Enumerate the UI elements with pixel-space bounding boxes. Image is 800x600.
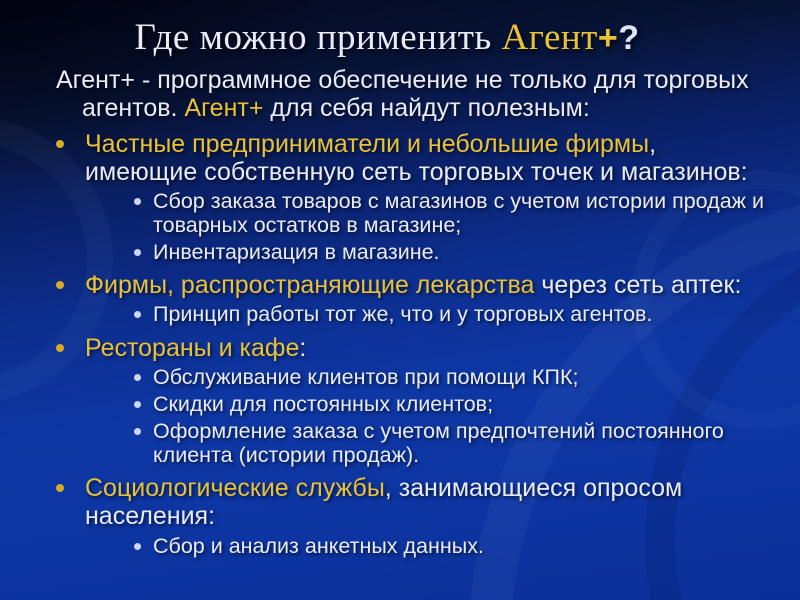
sub-bullet-item: [0, 534, 774, 558]
bullet-text: [85, 130, 774, 187]
bullet-dot-icon: [134, 401, 141, 408]
sub-bullet-item: [0, 302, 774, 326]
bullet-dot-icon: [56, 281, 64, 289]
bullet-text: [153, 419, 774, 467]
bullet-list: [0, 130, 774, 558]
bullet-text: [153, 392, 774, 416]
sub-bullet-item: [0, 419, 774, 467]
bullet-item: [0, 334, 774, 362]
slide-content: [0, 16, 800, 558]
text-segment: , занимающиеся опросом населения:: [85, 474, 683, 531]
intro-paragraph: [0, 66, 774, 123]
text-segment: Где можно применить: [134, 17, 502, 58]
text-segment: через сеть аптек:: [534, 271, 742, 300]
bullet-item: [0, 474, 774, 531]
text-segment: Рестораны и кафе: [85, 333, 300, 362]
sub-bullet-item: [0, 189, 774, 237]
text-segment: +: [597, 19, 619, 57]
bullet-text: [85, 334, 774, 362]
bullet-dot-icon: [134, 428, 141, 435]
text-segment: Оформление заказа с учетом предпочтений постоянного клиента (истории продаж).: [153, 418, 724, 468]
bullet-text: [153, 189, 774, 237]
text-segment: Агент+: [184, 94, 264, 123]
bullet-dot-icon: [134, 543, 141, 550]
slide-title: [0, 16, 774, 59]
sub-bullet-item: [0, 365, 774, 389]
bullet-text: [153, 302, 774, 326]
text-segment: Социологические службы: [85, 474, 385, 503]
bullet-text: [153, 240, 774, 264]
bullet-dot-icon: [134, 311, 141, 318]
text-segment: Принцип работы тот же, что и у торговых агентов.: [153, 302, 653, 327]
text-segment: Фирмы, распространяющие лекарства: [85, 271, 535, 300]
bullet-text: [85, 271, 774, 299]
text-segment: ?: [618, 19, 640, 57]
bullet-dot-icon: [56, 344, 64, 352]
bullet-dot-icon: [134, 374, 141, 381]
bullet-item: [0, 130, 774, 187]
sub-bullet-item: [0, 392, 774, 416]
text-segment: Инвентаризация в магазине.: [153, 240, 440, 265]
text-segment: , имеющие собственную сеть торговых точек и магазинов:: [85, 129, 748, 186]
text-segment: Частные предприниматели и небольшие фирмы: [85, 129, 650, 158]
text-segment: Сбор заказа товаров с магазинов с учетом истории продаж и товарных остатков в магазине;: [153, 189, 765, 238]
text-segment: Скидки для постоянных клиентов;: [153, 391, 494, 416]
text-segment: для себя найдут полезным:: [263, 94, 590, 123]
bullet-item: [0, 271, 774, 299]
text-segment: Обслуживание клиентов при помощи КПК;: [153, 364, 579, 389]
bullet-text: [85, 474, 774, 531]
bullet-text: [153, 365, 774, 389]
bullet-text: [153, 534, 774, 558]
bullet-dot-icon: [134, 198, 141, 205]
text-segment: Агент: [501, 17, 598, 58]
text-segment: Агент+ - программное обеспечение не только для торговых агентов.: [56, 66, 749, 123]
text-segment: :: [299, 333, 307, 362]
sub-bullet-item: [0, 240, 774, 264]
bullet-dot-icon: [134, 249, 141, 256]
bullet-dot-icon: [56, 484, 64, 492]
text-segment: Сбор и анализ анкетных данных.: [153, 533, 484, 558]
bullet-dot-icon: [56, 140, 64, 148]
